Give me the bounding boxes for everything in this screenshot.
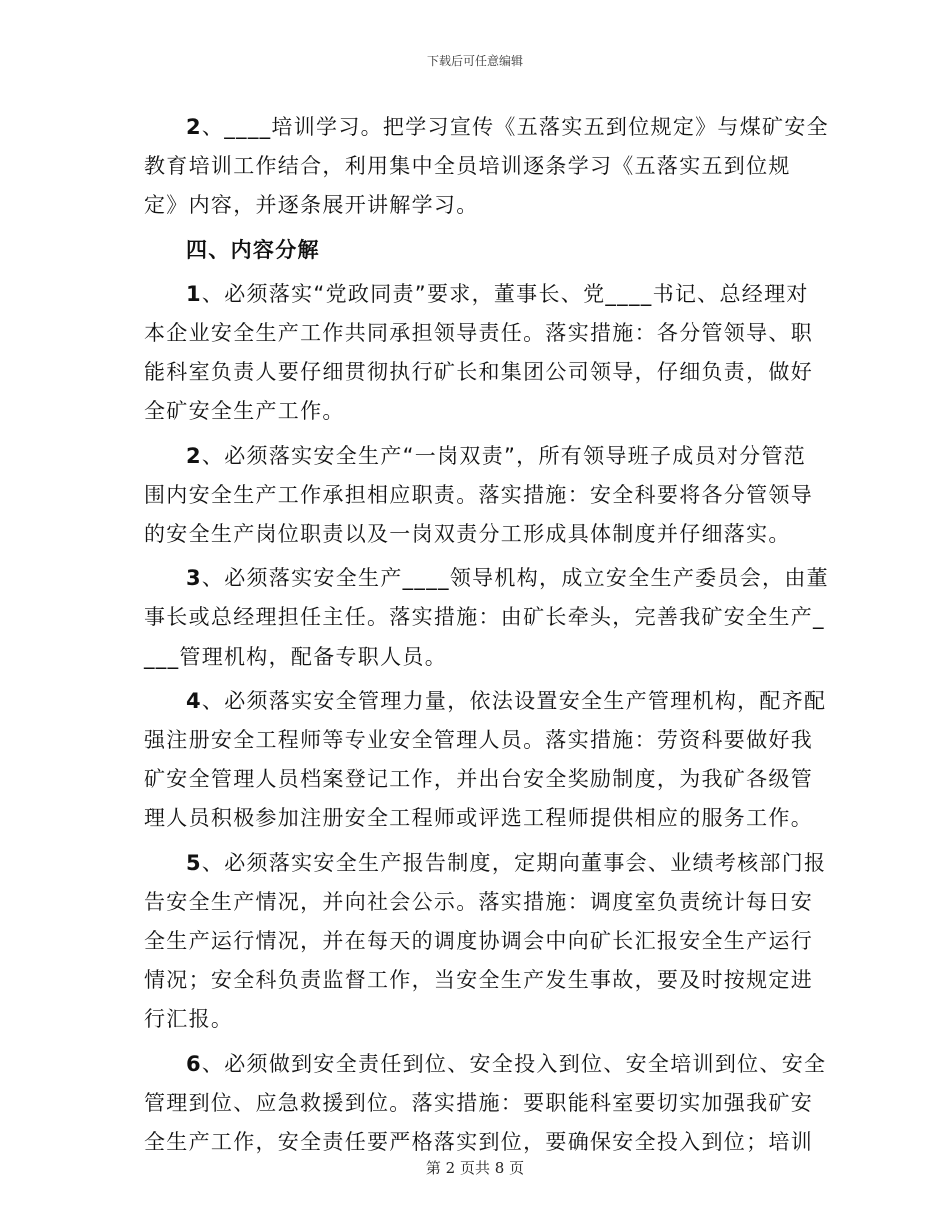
line-text: 全生产运行情况，并在每天的调度协调会中向矿长汇报安全生产运行 xyxy=(144,929,813,954)
line-text: ___管理机构，配备专职人员。 xyxy=(144,644,447,669)
paragraph-line xyxy=(144,186,806,225)
paragraph-line xyxy=(144,437,806,476)
paragraph-line xyxy=(144,1084,813,1123)
paragraph-line xyxy=(144,314,813,353)
line-text: 教育培训工作结合，利用集中全员培训逐条学习《五落实五到位规 xyxy=(144,154,791,179)
line-text: 全生产工作，安全责任要严格落实到位，要确保安全投入到位；培训 xyxy=(144,1130,813,1155)
line-text: 、必须落实“党政同责”要求，董事长、党____书记、总经理对 xyxy=(201,281,809,306)
line-text: 、必须落实安全生产“一岗双责”，所有领导班子成员对分管范 xyxy=(201,443,807,468)
line-text: 强注册安全工程师等专业安全管理人员。落实措施：劳资科要做好我 xyxy=(144,728,813,753)
paragraph-line xyxy=(144,1045,827,1084)
item-number: 2 xyxy=(186,115,202,139)
paragraph-line xyxy=(144,598,825,637)
line-text: 本企业安全生产工作共同承担领导责任。落实措施：各分管领导、职 xyxy=(144,321,813,346)
item-number: 6 xyxy=(186,1051,202,1076)
paragraph-line xyxy=(144,721,813,760)
item-number: 3 xyxy=(186,566,202,591)
line-text: 事长或总经理担任主任。落实措施：由矿长牵头，完善我矿安全生产_ xyxy=(144,605,825,630)
item-number: 2 xyxy=(186,443,202,468)
item-number: 5 xyxy=(186,850,202,875)
line-text: 管理到位、应急救援到位。落实措施：要职能科室要切实加强我矿安 xyxy=(144,1090,813,1115)
line-text: 、____培训学习。把学习宣传《五落实五到位规定》与煤矿安全 xyxy=(201,115,829,139)
line-text: 能科室负责人要仔细贯彻执行矿长和集团公司领导，仔细负责，做好 xyxy=(144,360,813,385)
paragraph-line xyxy=(144,799,813,838)
line-text: 、必须落实安全生产报告制度，定期向董事会、业绩考核部门报 xyxy=(201,850,827,875)
document-body xyxy=(144,108,829,1162)
line-text: 理人员积极参加注册安全工程师或评选工程师提供相应的服务工作。 xyxy=(144,806,813,831)
page-header: 下载后可任意编辑 xyxy=(426,54,523,68)
item-number: 4 xyxy=(186,688,202,713)
line-text: 、必须做到安全责任到位、安全投入到位、安全培训到位、安全 xyxy=(201,1051,827,1076)
line-text: 行汇报。 xyxy=(144,1007,234,1032)
line-text: 情况；安全科负责监督工作，当安全生产发生事故，要及时按规定进 xyxy=(144,968,813,993)
paragraph-line xyxy=(144,638,806,677)
line-text: 围内安全生产工作承担相应职责。落实措施：安全科要将各分管领导 xyxy=(144,482,813,507)
paragraph-line xyxy=(144,682,827,721)
paragraph-line xyxy=(144,922,813,961)
paragraph-line xyxy=(144,108,829,147)
paragraph-line xyxy=(144,476,813,515)
section-heading xyxy=(144,231,806,270)
line-text: 矿安全管理人员档案登记工作，并出台安全奖励制度，为我矿各级管 xyxy=(144,767,813,792)
paragraph-line xyxy=(144,844,827,883)
line-text: 全矿安全生产工作。 xyxy=(144,399,345,424)
paragraph-line xyxy=(144,147,806,186)
paragraph-line xyxy=(144,515,806,554)
line-text: 、必须落实安全生产____领导机构，成立安全生产委员会，由董 xyxy=(201,566,829,591)
paragraph-line xyxy=(144,275,809,314)
line-text: 四、内容分解 xyxy=(186,237,320,262)
line-text: 告安全生产情况，并向社会公示。落实措施：调度室负责统计每日安 xyxy=(144,889,813,914)
paragraph-line xyxy=(144,392,806,431)
paragraph-line xyxy=(144,760,813,799)
page-footer: 第 2 页共 8 页 xyxy=(425,1159,525,1177)
paragraph-line xyxy=(144,1000,806,1039)
line-text: 的安全生产岗位职责以及一岗双责分工形成具体制度并仔细落实。 xyxy=(144,522,791,547)
paragraph-line xyxy=(144,883,813,922)
line-text: 、必须落实安全管理力量，依法设置安全生产管理机构，配齐配 xyxy=(201,688,827,713)
paragraph-line xyxy=(144,353,813,392)
paragraph-line xyxy=(144,961,813,1000)
item-number: 1 xyxy=(186,281,202,306)
line-text: 定》内容，并逐条展开讲解学习。 xyxy=(144,193,479,218)
paragraph-line xyxy=(144,559,829,598)
